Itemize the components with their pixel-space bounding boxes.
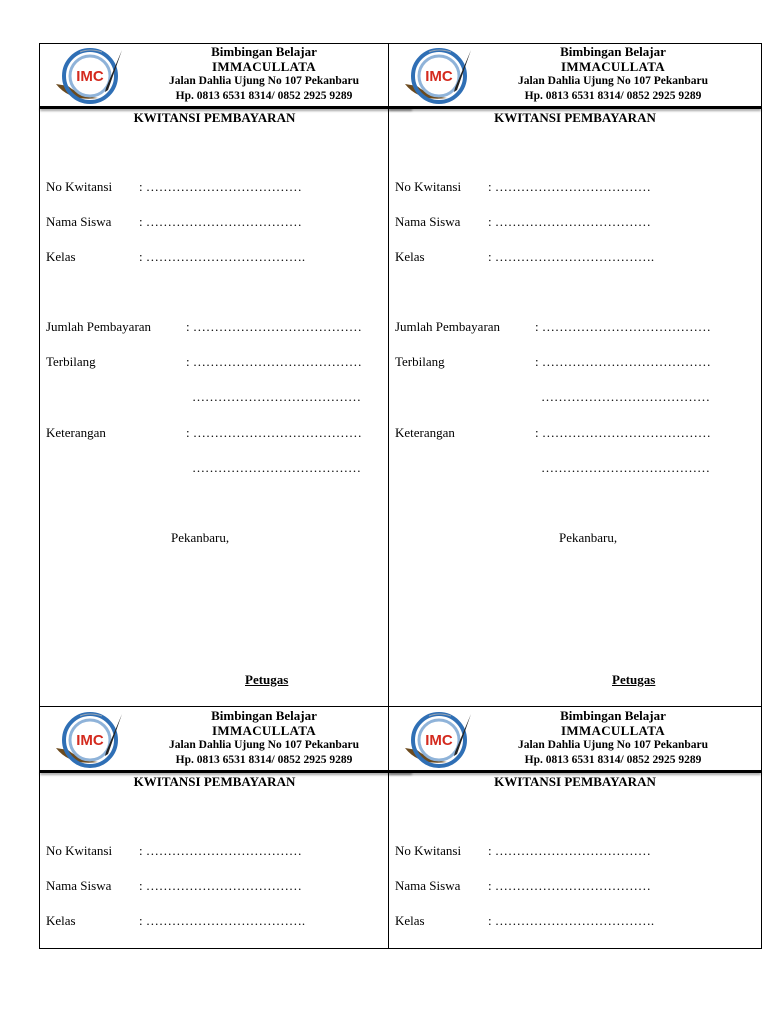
no-kwitansi-label: No Kwitansi: [395, 843, 462, 858]
terbilang-continuation[interactable]: …………………………………: [541, 389, 710, 404]
petugas-signature: Petugas: [245, 672, 289, 687]
address: Jalan Dahlia Ujung No 107 Pekanbaru: [517, 739, 709, 751]
address: Jalan Dahlia Ujung No 107 Pekanbaru: [168, 75, 360, 87]
receipt-title: KWITANSI PEMBAYARAN: [133, 774, 296, 789]
svg-text:IMC: IMC: [76, 732, 104, 749]
receipt-top-right: [389, 44, 738, 706]
institution-type: Bimbingan Belajar: [211, 44, 317, 59]
svg-text:IMC: IMC: [425, 68, 453, 85]
nama-siswa-label: Nama Siswa: [46, 878, 112, 893]
kelas-field[interactable]: : ……………………………….: [488, 913, 655, 928]
header-rule: [40, 770, 412, 773]
institution-name: IMMACULLATA: [561, 59, 665, 74]
receipt-header: [389, 708, 738, 770]
keterangan-label: Keterangan: [46, 425, 106, 440]
nama-siswa-field[interactable]: : ………………………………: [139, 214, 302, 229]
svg-text:IMC: IMC: [425, 732, 453, 749]
keterangan-continuation[interactable]: …………………………………: [541, 460, 710, 475]
kelas-label: Kelas: [46, 913, 76, 928]
terbilang-label: Terbilang: [46, 354, 96, 369]
header-rule: [40, 106, 412, 109]
address: Jalan Dahlia Ujung No 107 Pekanbaru: [168, 739, 360, 751]
phone: Hp. 0813 6531 8314/ 0852 2925 9289: [175, 754, 353, 766]
kelas-label: Kelas: [46, 249, 76, 264]
nama-siswa-field[interactable]: : ………………………………: [488, 878, 651, 893]
receipt-title: KWITANSI PEMBAYARAN: [494, 110, 656, 125]
phone: Hp. 0813 6531 8314/ 0852 2925 9289: [524, 90, 702, 102]
keterangan-field[interactable]: : …………………………………: [186, 425, 362, 440]
phone: Hp. 0813 6531 8314/ 0852 2925 9289: [524, 754, 702, 766]
keterangan-continuation[interactable]: …………………………………: [192, 460, 361, 475]
header-text: [132, 708, 396, 768]
nama-siswa-label: Nama Siswa: [395, 214, 461, 229]
receipt-header: [40, 708, 389, 770]
jumlah-pembayaran-field[interactable]: : …………………………………: [186, 319, 362, 334]
no-kwitansi-label: No Kwitansi: [395, 179, 462, 194]
jumlah-pembayaran-label: Jumlah Pembayaran: [46, 319, 152, 334]
institution-name: IMMACULLATA: [212, 59, 316, 74]
receipt-top-left: [40, 44, 389, 706]
receipt-title: KWITANSI PEMBAYARAN: [133, 110, 296, 125]
jumlah-pembayaran-field[interactable]: : …………………………………: [535, 319, 711, 334]
nama-siswa-field[interactable]: : ………………………………: [139, 878, 302, 893]
terbilang-field[interactable]: : …………………………………: [186, 354, 362, 369]
header-rule: [389, 770, 761, 773]
kelas-field[interactable]: : ……………………………….: [139, 913, 306, 928]
institution-type: Bimbingan Belajar: [211, 708, 317, 723]
header-rule: [389, 106, 761, 109]
receipt-bottom-right: [389, 708, 738, 948]
header-text: [132, 44, 396, 104]
place-date: Pekanbaru,: [171, 530, 230, 545]
imc-logo-icon: [50, 46, 132, 106]
kelas-label: Kelas: [395, 913, 425, 928]
institution-type: Bimbingan Belajar: [560, 44, 666, 59]
receipt-header: [389, 44, 738, 106]
receipt-header: [40, 44, 389, 106]
terbilang-label: Terbilang: [395, 354, 445, 369]
kelas-field[interactable]: : ……………………………….: [139, 249, 306, 264]
header-text: [481, 44, 745, 104]
institution-name: IMMACULLATA: [561, 723, 665, 738]
terbilang-field[interactable]: : …………………………………: [535, 354, 711, 369]
place-date: Pekanbaru,: [559, 530, 618, 545]
nama-siswa-field[interactable]: : ………………………………: [488, 214, 651, 229]
receipt-title: KWITANSI PEMBAYARAN: [494, 774, 656, 789]
keterangan-label: Keterangan: [395, 425, 455, 440]
no-kwitansi-field[interactable]: : ………………………………: [139, 179, 302, 194]
address: Jalan Dahlia Ujung No 107 Pekanbaru: [517, 75, 709, 87]
no-kwitansi-field[interactable]: : ………………………………: [139, 843, 302, 858]
terbilang-continuation[interactable]: …………………………………: [192, 389, 361, 404]
institution-type: Bimbingan Belajar: [560, 708, 666, 723]
nama-siswa-label: Nama Siswa: [46, 214, 112, 229]
phone: Hp. 0813 6531 8314/ 0852 2925 9289: [175, 90, 353, 102]
nama-siswa-label: Nama Siswa: [395, 878, 461, 893]
no-kwitansi-label: No Kwitansi: [46, 179, 113, 194]
kelas-field[interactable]: : ……………………………….: [488, 249, 655, 264]
receipt-bottom-left: [40, 708, 389, 948]
petugas-signature: Petugas: [612, 672, 656, 687]
horizontal-divider: [39, 706, 762, 707]
keterangan-field[interactable]: : …………………………………: [535, 425, 711, 440]
imc-logo-icon: [399, 710, 481, 770]
institution-name: IMMACULLATA: [212, 723, 316, 738]
kelas-label: Kelas: [395, 249, 425, 264]
no-kwitansi-field[interactable]: : ………………………………: [488, 179, 651, 194]
no-kwitansi-field[interactable]: : ………………………………: [488, 843, 651, 858]
header-text: [481, 708, 745, 768]
svg-text:IMC: IMC: [76, 68, 104, 85]
imc-logo-icon: [50, 710, 132, 770]
no-kwitansi-label: No Kwitansi: [46, 843, 113, 858]
imc-logo-icon: [399, 46, 481, 106]
jumlah-pembayaran-label: Jumlah Pembayaran: [395, 319, 501, 334]
